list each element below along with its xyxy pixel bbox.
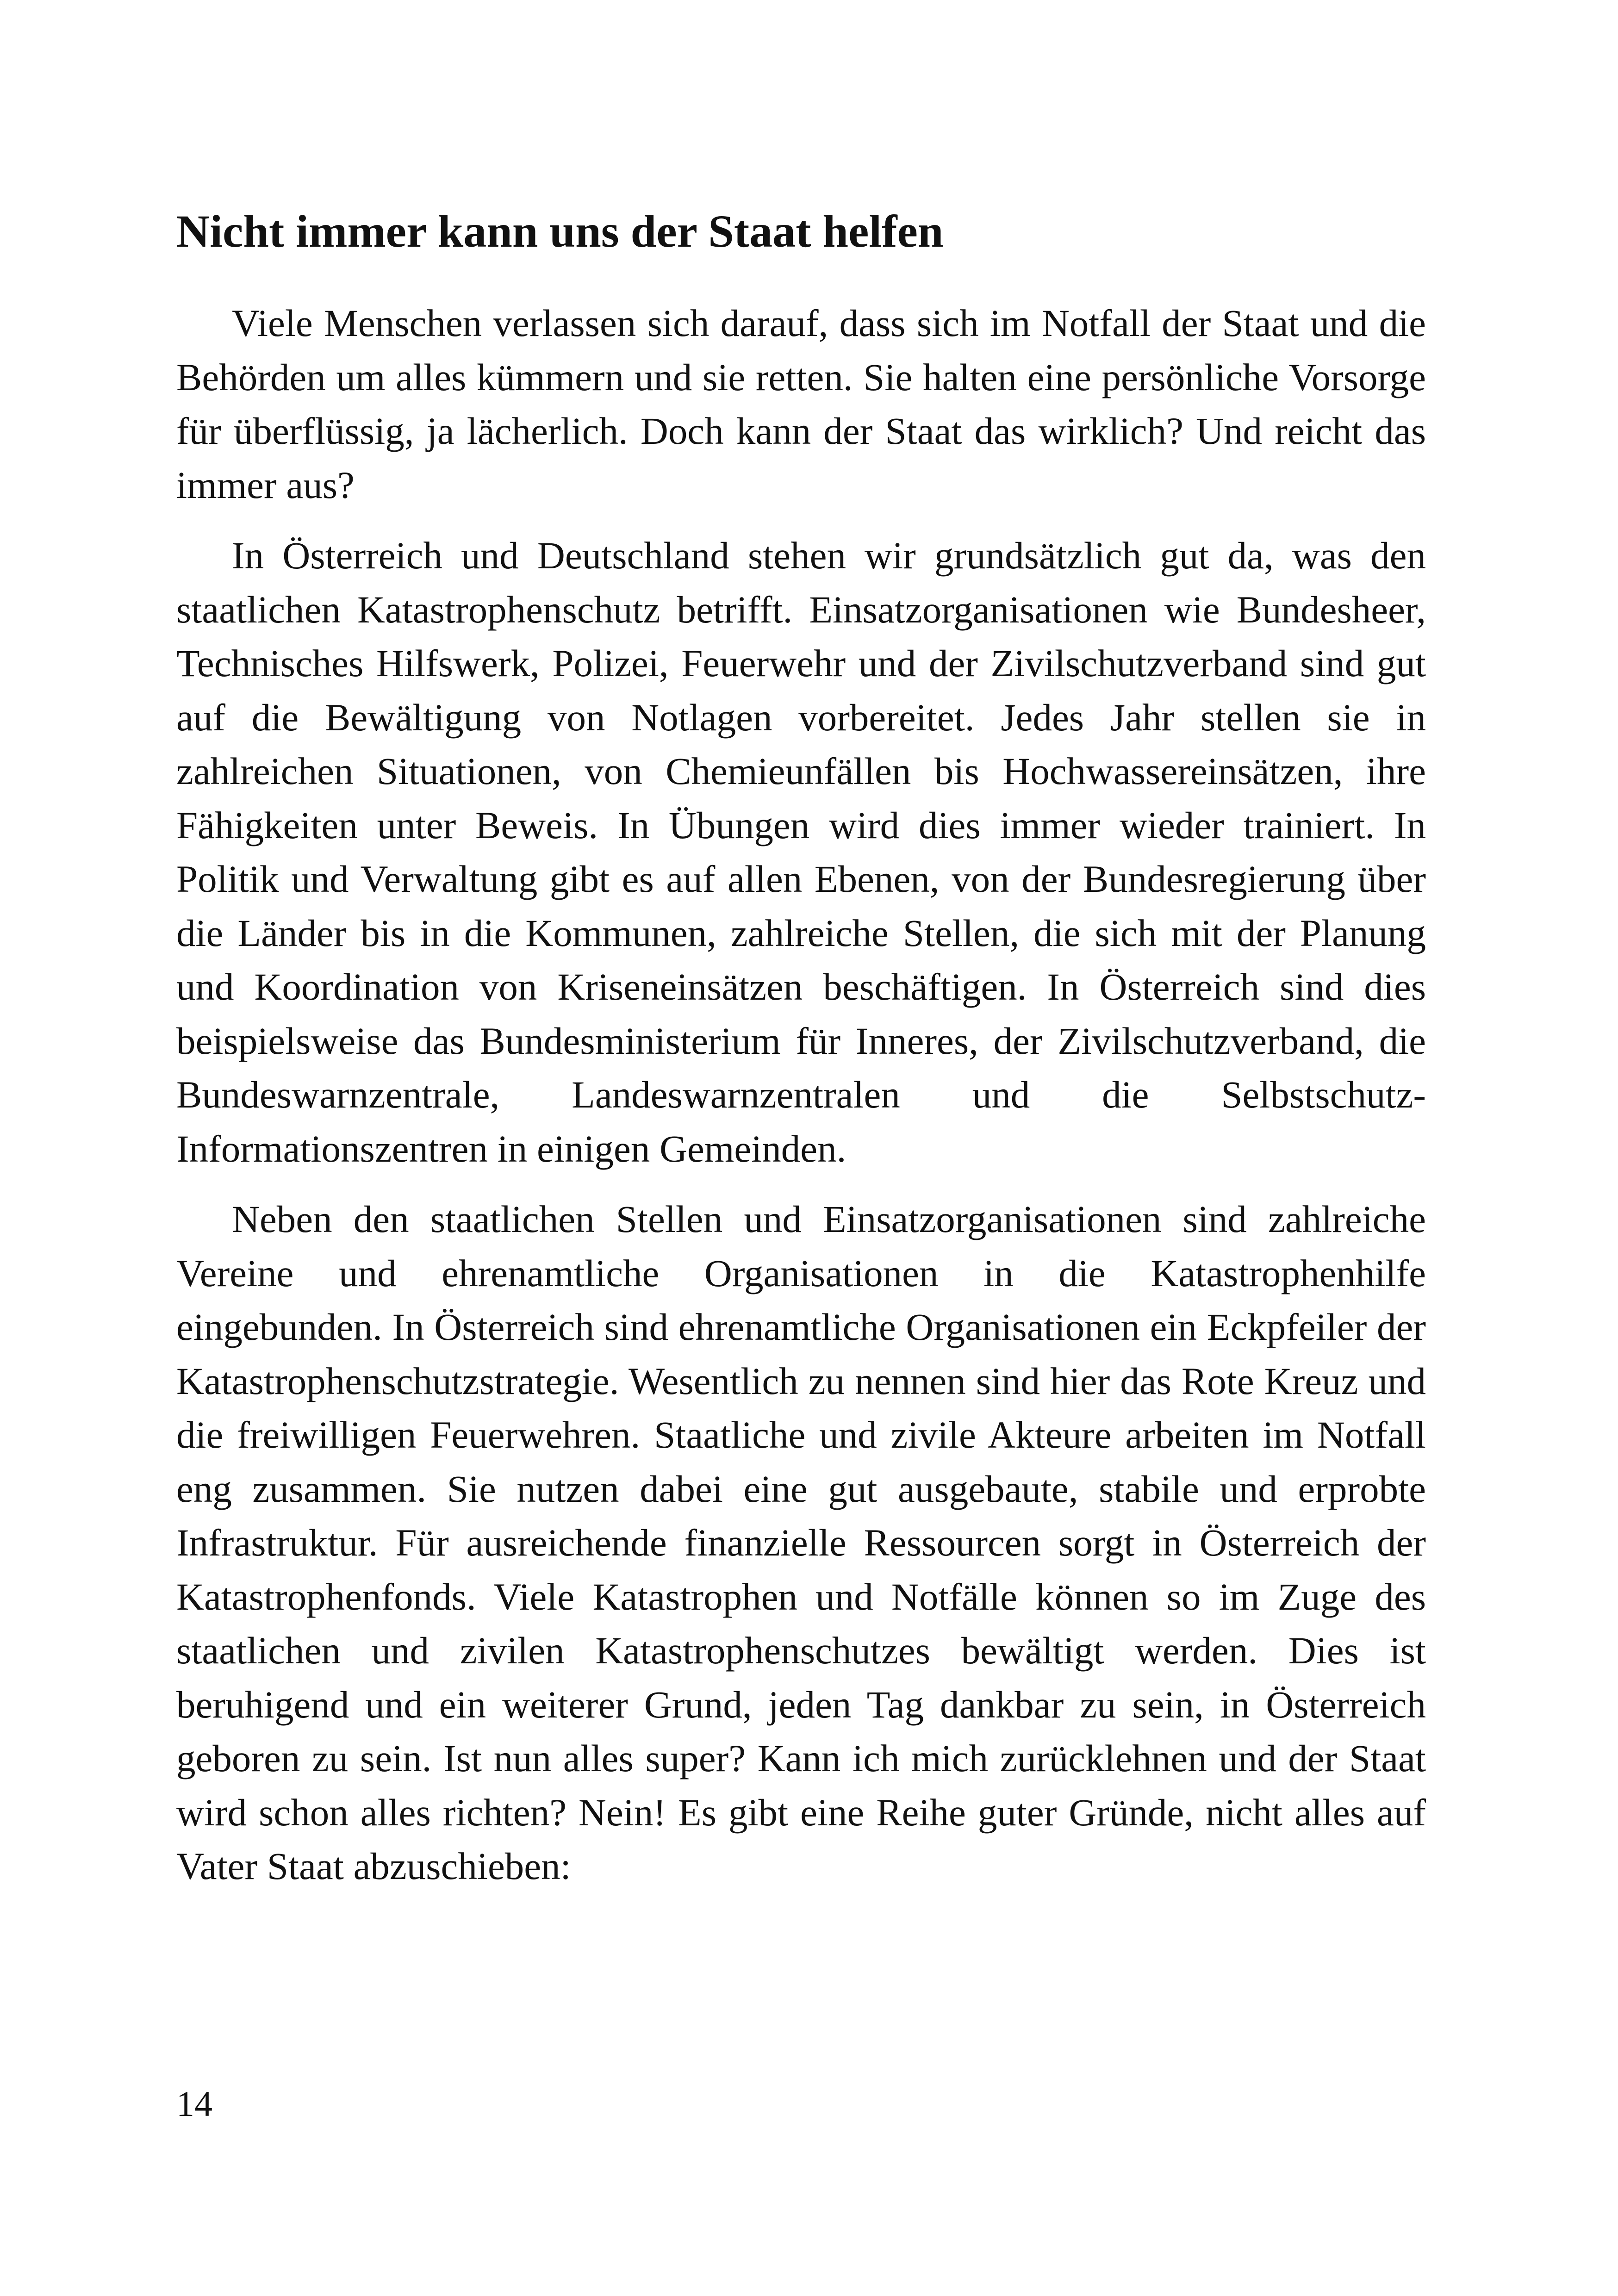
page-number: 14 [176,2084,212,2124]
section-heading: Nicht immer kann uns der Staat helfen [176,205,944,257]
paragraph-3: Neben den staatlichen Stellen und Einsatzorganisationen sind zahlreiche Vereine und ehrenamtliche Organisationen in die Katastrophenhilfe eingebunden. In Österreich sind ehrenamtliche Organisationen ein Eckpfeiler der Katastrophenschutzstrategie. Wesentlich zu nennen sind hier das Rote Kreuz und die freiwilligen Feuerwehren. Staatliche und zivile Akteure arbeiten im Notfall eng zusammen. Sie nutzen dabei eine gut ausgebaute, stabile und erprobte Infrastruktur. Für ausreichende finanzielle Ressourcen sorgt in Österreich der Katastrophenfonds. Viele Katastrophen und Notfälle können so im Zuge des staatlichen und zivilen Katastrophenschutzes bewältigt werden. Dies ist beruhigend und ein weiterer Grund, jeden Tag dankbar zu sein, in Österreich geboren zu sein. Ist nun alles super? Kann ich mich zurücklehnen und der Staat wird schon alles richten? Nein! Es gibt eine Reihe guter Gründe, nicht alles auf Vater Staat abzuschieben: [176,1198,1426,1887]
paragraph-2: In Österreich und Deutschland stehen wir grundsätzlich gut da, was den staatlichen Katastrophenschutz betrifft. Einsatzorganisationen wie Bundesheer, Technisches Hilfswerk, Polizei, Feuerwehr und der Zivilschutzverband sind gut auf die Bewältigung von Notlagen vorbereitet. Jedes Jahr stellen sie in zahlreichen Situationen, von Chemieunfällen bis Hochwassereinsätzen, ihre Fähigkeiten unter Beweis. In Übungen wird dies immer wieder trainiert. In Politik und Verwaltung gibt es auf allen Ebenen, von der Bundesregierung über die Länder bis in die Kommunen, zahlreiche Stellen, die sich mit der Planung und Koordination von Kriseneinsätzen beschäftigen. In Österreich sind dies beispielsweise das Bundesministerium für Inneres, der Zivilschutzverband, die Bundeswarnzentrale, Landeswarnzentralen und die Selbstschutz-Informationszentren in einigen Gemeinden. [176,534,1426,1170]
paragraph-1: Viele Menschen verlassen sich darauf, dass sich im Notfall der Staat und die Behörden um alles kümmern und sie retten. Sie halten eine persönliche Vorsorge für überflüssig, ja lächerlich. Doch kann der Staat das wirklich? Und reicht das immer aus? [176,302,1426,506]
body-text [176,296,1426,1910]
